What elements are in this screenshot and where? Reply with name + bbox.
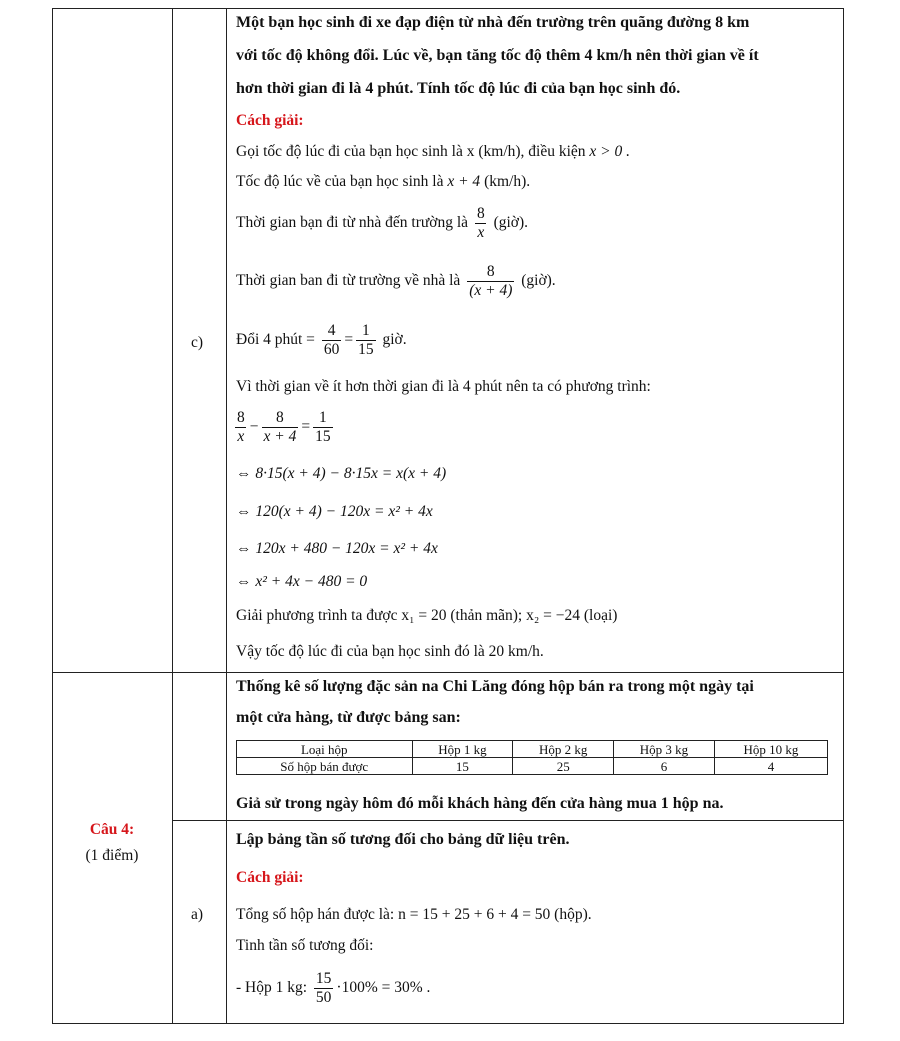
fraction-numerator: 8 [476,205,485,222]
step-1 [236,142,630,162]
step-3-fraction [475,205,487,242]
equation-fraction-a [235,409,247,446]
fraction-denominator: x [237,428,245,445]
frame-top-border [52,8,844,9]
step-4-text: Thời gian ban đi từ trường về nhà là [236,272,461,290]
problem-line-3: hơn thời gian đi là 4 phút. Tính tốc độ lúc đi của bạn học sinh đó. [236,80,681,97]
sales-table [236,740,828,775]
step-3-text: Thời gian bạn đi từ nhà đến trường là [236,214,469,232]
fraction-denominator: x [477,224,485,241]
fraction-denominator: 15 [358,341,374,358]
frame-col2-divider [226,8,227,1024]
fraction-denominator: x + 4 [263,428,297,445]
fraction-numerator: 8 [237,409,245,426]
step-4-fraction [467,263,514,300]
q4a-fraction [314,970,334,1007]
table-header-cell: Hộp 1 kg [412,741,513,758]
step-3 [236,205,528,242]
equation-fraction-b [262,409,299,446]
table-cell: Số hộp bán được [237,758,413,775]
question-4-label: Câu 4: [89,821,135,838]
row-divider-q4-task [172,820,844,821]
q4-intro-line-2: một cửa hàng, từ được bảng san: [236,709,461,726]
table-header-cell: Hộp 3 kg [614,741,715,758]
equation-step-4: ⇔ x² + 4x − 480 = 0 [236,573,368,590]
step-7: Giải phương trình ta được x₁ = 20 (thản mãn); x₂ = −24 (loại) [236,607,618,624]
table-cell: 15 [412,758,513,775]
table-header-row [237,741,828,758]
frame-right-border [843,8,844,1024]
step-4-unit: (giờ). [521,272,556,290]
step-5-fraction-1 [322,322,342,359]
fraction-denominator: 50 [315,989,332,1006]
step-2-unit: (km/h). [484,173,531,190]
question-4-points: (1 điểm) [85,847,139,864]
table-cell: 4 [714,758,827,775]
step-6: Vì thời gian về ít hơn thời gian đi là 4 phút nên ta có phương trình: [236,378,651,395]
part-a-label: a) [191,906,204,923]
fraction-denominator: 15 [315,428,331,445]
table-cell: 6 [614,758,715,775]
step-5-unit: giờ. [382,331,407,349]
q4-intro-line-1: Thống kê số lượng đặc sản na Chi Lăng đóng hộp bán ra trong một ngày tại [236,678,754,695]
fraction-denominator: 60 [323,341,340,358]
fraction-denominator: (x + 4) [469,282,513,299]
step-2 [236,172,530,192]
table-header-cell: Loại hộp [237,741,413,758]
fraction-numerator: 4 [327,322,336,339]
frame-bottom-border [52,1023,844,1024]
step-1-condition: x > 0 . [589,143,630,160]
table-row [237,758,828,775]
problem-line-2: với tốc độ không đổi. Lúc về, bạn tăng tốc độ thêm 4 km/h nên thời gian về ít [236,47,759,64]
q4a-line-3 [236,970,430,1007]
step-5: Đổi 4 phút = $\frac{4}{60}$ = $\frac{1}{15}$ giờ. [236,322,407,358]
equation-step-2: ⇔ 120(x + 4) − 120x = x² + 4x [236,503,433,520]
step-3-unit: (giờ). [493,214,529,232]
step-8: Vậy tốc độ lúc đi của bạn học sinh đó là 20 km/h. [236,643,544,660]
table-cell: 25 [513,758,614,775]
equation-main: $\frac{8}{x}$ − $\frac{8}{x + 4}$ = $\frac{1}{15}$ [237,409,331,445]
step-2-text: Tốc độ lúc về của bạn học sinh là [236,173,444,190]
frame-col1-divider [172,8,173,1024]
equation-step-3: ⇔ 120x + 480 − 120x = x² + 4x [236,540,438,557]
solution-heading-c: Cách giải: [236,112,304,129]
part-c-label: c) [191,334,204,351]
equation-fraction-c [313,409,333,446]
q4-assumption: Giả sử trong ngày hôm đó mỗi khách hàng đến cửa hàng mua 1 hộp na. [236,795,724,812]
problem-line-1: Một bạn học sinh đi xe đạp điện từ nhà đến trường trên quãng đường 8 km [236,14,750,31]
q4a-task: Lập bảng tần số tương đối cho bảng dữ liệu trên. [236,831,570,848]
table-header-cell: Hộp 2 kg [513,741,614,758]
q4a-line-3-suffix: ·100% = 30% . [336,979,431,997]
fraction-numerator: 1 [318,409,327,426]
q4a-line-3-prefix: - Hộp 1 kg: [236,979,308,997]
step-4 [236,263,556,300]
fraction-numerator: 8 [486,263,495,280]
fraction-numerator: 1 [361,322,370,339]
q4a-line-2: Tinh tần số tương đối: [236,937,374,954]
fraction-numerator: 8 [276,409,284,426]
step-5-fraction-2 [356,322,376,359]
step-1-text: Gọi tốc độ lúc đi của bạn học sinh là x (km/h), điều kiện [236,143,586,160]
table-header-cell: Hộp 10 kg [714,741,827,758]
fraction-numerator: 15 [315,970,332,987]
step-5-text: Đổi 4 phút = [236,331,315,349]
step-2-expr: x + 4 [447,173,481,190]
frame-left-border [52,8,53,1024]
equation-step-1: ⇔ 8·15(x + 4) − 8·15x = x(x + 4) [236,465,447,482]
solution-heading-a: Cách giải: [236,869,304,886]
row-divider-c [52,672,844,673]
q4a-line-1: Tổng số hộp hán được là: n = 15 + 25 + 6 + 4 = 50 (hộp). [236,906,592,923]
